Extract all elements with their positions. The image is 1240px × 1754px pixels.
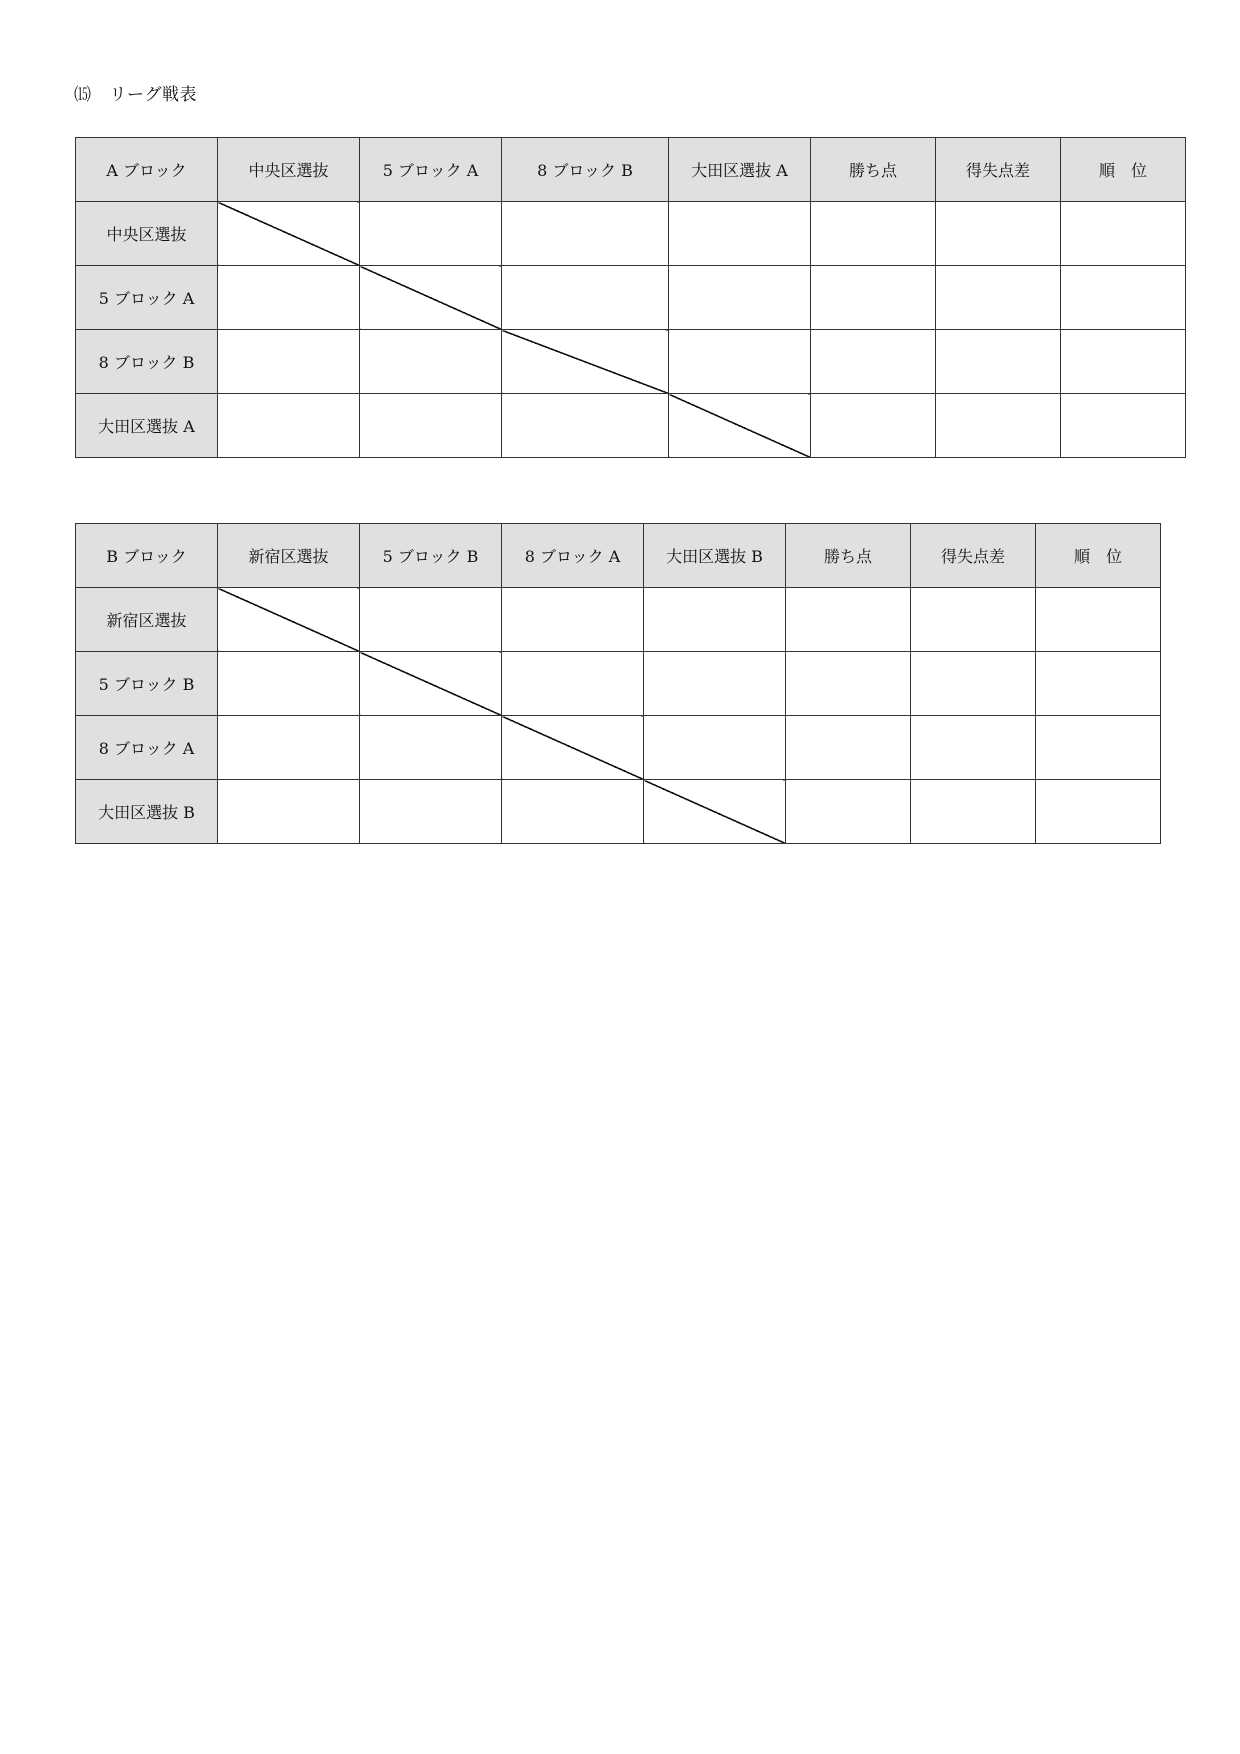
score-cell[interactable]: [502, 266, 669, 330]
table-row: [76, 266, 1186, 330]
page-heading: [74, 80, 197, 105]
table-row: [76, 330, 1186, 394]
column-rank: 順 位: [1061, 138, 1186, 202]
heading-number: ⒂: [74, 85, 92, 105]
score-cell[interactable]: [218, 652, 360, 716]
goal-difference-cell[interactable]: [911, 588, 1036, 652]
points-cell[interactable]: [811, 330, 936, 394]
score-cell[interactable]: [360, 394, 502, 458]
column-team-1: 中央区選抜: [218, 138, 360, 202]
rank-cell[interactable]: [1061, 266, 1186, 330]
block-label: B ブロック: [76, 524, 218, 588]
score-cell[interactable]: [644, 652, 786, 716]
diagonal-cell: [502, 716, 644, 780]
score-cell[interactable]: [360, 716, 502, 780]
diagonal-cell: [644, 780, 786, 844]
rank-cell[interactable]: [1036, 716, 1161, 780]
column-points: 勝ち点: [786, 524, 911, 588]
column-team-2: 5 ブロック A: [360, 138, 502, 202]
row-team-3: 8 ブロック A: [76, 716, 218, 780]
column-rank: 順 位: [1036, 524, 1161, 588]
row-team-3: 8 ブロック B: [76, 330, 218, 394]
row-team-4: 大田区選抜 A: [76, 394, 218, 458]
table-row: [76, 202, 1186, 266]
table-row: [76, 588, 1161, 652]
diagonal-cell: [669, 394, 811, 458]
score-cell[interactable]: [669, 330, 811, 394]
rank-cell[interactable]: [1061, 394, 1186, 458]
row-team-1: 中央区選抜: [76, 202, 218, 266]
table-row: [76, 394, 1186, 458]
score-cell[interactable]: [360, 330, 502, 394]
row-team-2: 5 ブロック B: [76, 652, 218, 716]
points-cell[interactable]: [786, 716, 911, 780]
table-row: [76, 716, 1161, 780]
goal-difference-cell[interactable]: [936, 202, 1061, 266]
goal-difference-cell[interactable]: [911, 780, 1036, 844]
column-goal-difference: 得失点差: [911, 524, 1036, 588]
points-cell[interactable]: [811, 394, 936, 458]
score-cell[interactable]: [502, 780, 644, 844]
rank-cell[interactable]: [1036, 780, 1161, 844]
goal-difference-cell[interactable]: [936, 266, 1061, 330]
goal-difference-cell[interactable]: [911, 652, 1036, 716]
score-cell[interactable]: [502, 394, 669, 458]
goal-difference-cell[interactable]: [936, 330, 1061, 394]
points-cell[interactable]: [786, 780, 911, 844]
rank-cell[interactable]: [1061, 330, 1186, 394]
table-row: [76, 652, 1161, 716]
score-cell[interactable]: [669, 202, 811, 266]
score-cell[interactable]: [360, 202, 502, 266]
score-cell[interactable]: [360, 588, 502, 652]
goal-difference-cell[interactable]: [911, 716, 1036, 780]
rank-cell[interactable]: [1061, 202, 1186, 266]
row-team-4: 大田区選抜 B: [76, 780, 218, 844]
diagonal-cell: [360, 652, 502, 716]
rank-cell[interactable]: [1036, 588, 1161, 652]
column-team-4: 大田区選抜 B: [644, 524, 786, 588]
score-cell[interactable]: [502, 588, 644, 652]
column-team-1: 新宿区選抜: [218, 524, 360, 588]
rank-cell[interactable]: [1036, 652, 1161, 716]
column-team-2: 5 ブロック B: [360, 524, 502, 588]
diagonal-cell: [218, 588, 360, 652]
points-cell[interactable]: [811, 202, 936, 266]
diagonal-cell: [360, 266, 502, 330]
score-cell[interactable]: [218, 716, 360, 780]
column-team-3: 8 ブロック B: [502, 138, 669, 202]
score-cell[interactable]: [218, 394, 360, 458]
score-cell[interactable]: [644, 588, 786, 652]
score-cell[interactable]: [502, 202, 669, 266]
row-team-1: 新宿区選抜: [76, 588, 218, 652]
block-label: A ブロック: [76, 138, 218, 202]
score-cell[interactable]: [644, 716, 786, 780]
score-cell[interactable]: [360, 780, 502, 844]
diagonal-cell: [218, 202, 360, 266]
row-team-2: 5 ブロック A: [76, 266, 218, 330]
column-points: 勝ち点: [811, 138, 936, 202]
league-table-a: [75, 137, 1186, 458]
score-cell[interactable]: [218, 330, 360, 394]
column-team-4: 大田区選抜 A: [669, 138, 811, 202]
heading-title: リーグ戦表: [109, 85, 197, 105]
score-cell[interactable]: [502, 652, 644, 716]
table-row: [76, 780, 1161, 844]
points-cell[interactable]: [786, 588, 911, 652]
column-goal-difference: 得失点差: [936, 138, 1061, 202]
score-cell[interactable]: [218, 266, 360, 330]
column-team-3: 8 ブロック A: [502, 524, 644, 588]
score-cell[interactable]: [669, 266, 811, 330]
points-cell[interactable]: [786, 652, 911, 716]
header-row: [76, 138, 1186, 202]
points-cell[interactable]: [811, 266, 936, 330]
diagonal-cell: [502, 330, 669, 394]
score-cell[interactable]: [218, 780, 360, 844]
header-row: [76, 524, 1161, 588]
goal-difference-cell[interactable]: [936, 394, 1061, 458]
league-table-b: [75, 523, 1161, 844]
